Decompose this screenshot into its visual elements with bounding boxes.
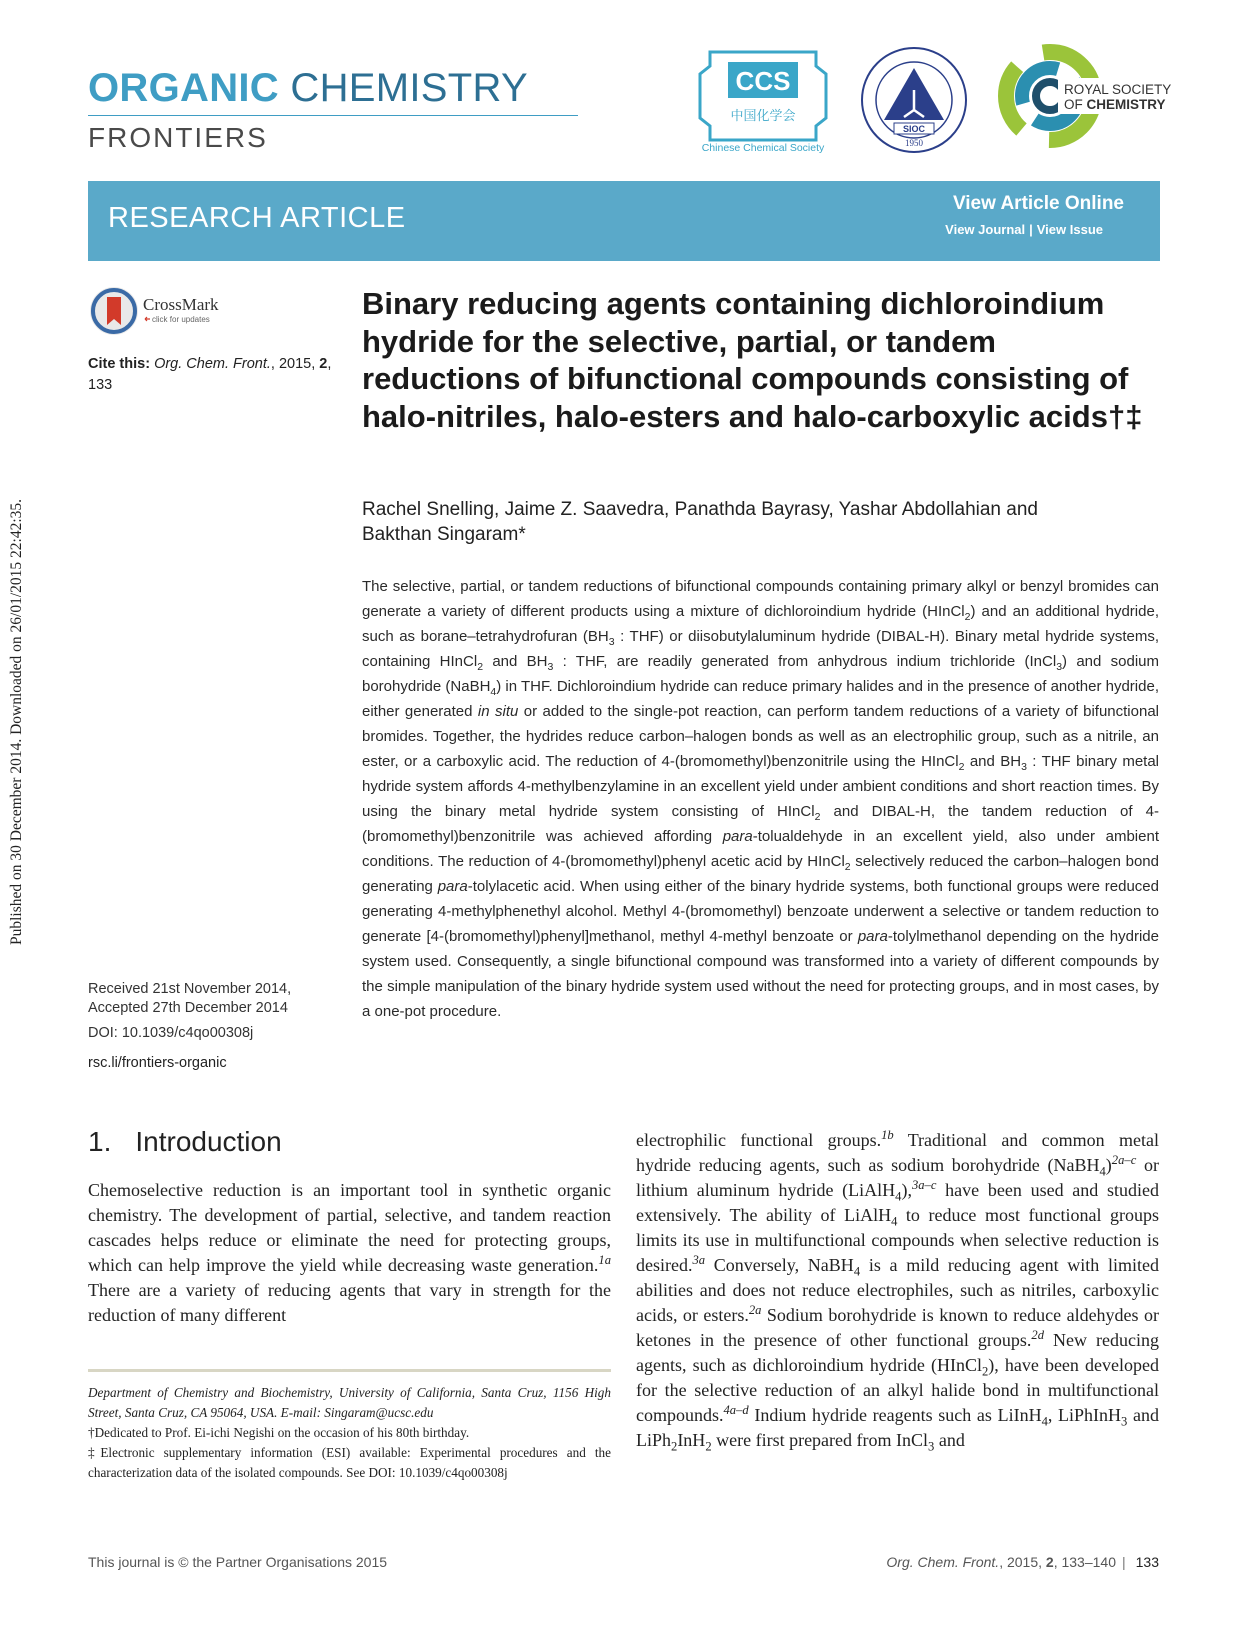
- footer-copyright: This journal is © the Partner Organisations 2015: [88, 1554, 388, 1570]
- sioc-logo[interactable]: [858, 44, 970, 156]
- ddagger-footnote: ‡Electronic supplementary information (ESI) available: Experimental procedures and the characterization data of the isolated compounds. See DOI: 10.1039/c4qo00308j: [88, 1445, 611, 1480]
- intro-paragraph-left: Chemoselective reduction is an important tool in synthetic organic chemistry. The development of partial, selective, and tandem reaction cascades helps reduce or eliminate the need for protecting groups, which can help improve the yield while decreasing waste generation.$^{1a}$ There are a variety of reducing agents that vary in strength for the reduction of many different: [88, 1180, 611, 1325]
- view-journal-link[interactable]: View Journal: [945, 222, 1026, 237]
- view-issue-link[interactable]: View Issue: [1036, 222, 1103, 237]
- ccs-logo[interactable]: [698, 44, 828, 154]
- rsc-of: OF: [1064, 97, 1083, 112]
- cite-sep: ,: [327, 356, 332, 372]
- svg-text:CCS: CCS: [735, 66, 791, 96]
- journal-title[interactable]: [88, 66, 528, 111]
- sioc-year: 1950: [905, 138, 923, 148]
- journal-title-bold: ORGANIC: [88, 66, 279, 110]
- journal-link[interactable]: rsc.li/frontiers-organic: [88, 1055, 227, 1071]
- cite-label: Cite this:: [88, 356, 151, 372]
- received-dates: [88, 980, 348, 1018]
- crossmark-badge[interactable]: [88, 285, 238, 341]
- abstract: The selective, partial, or tandem reductions of bifunctional compounds containing primary alkyl or benzyl bromides can generate a variety of different products using a mixture of dichloroindium hydride (HInCl$_2$) and an additional hydride, such as borane–tetrahydrofuran ($BH_3$ : THF) or diisobutylaluminum hydride (DIBAL-H). Binary metal hydride systems, containing HInCl$_2$ and $BH_3$ : THF, are readily generated from anhydrous indium trichloride (InCl$_3$) and sodium borohydride (NaBH$_4$) in THF. Dichloroindium hydride can reduce primary halides and in the presence of another hydride, either generated in situ or added to the single-pot reaction, can perform tandem reductions of a variety of bifunctional bromides. Together, the hydrides reduce carbon–halogen bonds as well as an electrophilic group, such as a nitrile, an ester, or a carboxylic acid. The reduction of 4-(bromomethyl)benzonitrile using the HInCl$_2$ and $BH_3$ : THF binary metal hydride system affords 4-methylbenzylamine in an excellent yield under ambient conditions and short reaction times. By using the binary metal hydride system consisting of HInCl$_2$ and DIBAL-H, the tandem reduction of 4-(bromomethyl)benzonitrile was achieved affording para-tolualdehyde in an excellent yield, also under ambient conditions. The reduction of 4-(bromomethyl)phenyl acetic acid by HInCl$_2$ selectively reduced the carbon–halogen bond generating para-tolylacetic acid. When using either of the binary hydride systems, both functional groups were reduced generating 4-methylphenethyl alcohol. Methyl 4-(bromomethyl) benzoate underwent a selective or tandem reduction to generate [4-(bromomethyl)phenyl]methanol, methyl 4-methyl benzoate or para-tolylmethanol depending on the hydride system used. Consequently, a single bifunctional compound was transformed into a variety of different compounds by the simple manipulation of the binary hydride system used without the need for protecting groups, and in most cases, by a one-pot procedure.: [362, 578, 1160, 1020]
- rsc-line1: ROYAL SOCIETY: [1064, 82, 1172, 97]
- article-banner: [88, 181, 1160, 261]
- author-list: [362, 497, 1162, 547]
- section-heading-introduction: [88, 1126, 282, 1158]
- view-article-online-link[interactable]: View Article Online: [952, 193, 1124, 214]
- footnote-divider: [88, 1369, 611, 1372]
- rsc-emblem-icon: [998, 44, 1172, 148]
- footer-year: , 2015,: [999, 1554, 1046, 1570]
- cite-year: , 2015,: [270, 356, 320, 372]
- publication-stamp: Published on 30 December 2014. Downloaded on 26/01/2015 22:42:35.: [8, 498, 25, 945]
- sioc-seal-icon: [858, 44, 970, 156]
- accepted-date: Accepted 27th December 2014: [88, 1000, 288, 1016]
- doi: DOI: 10.1039/c4qo00308j: [88, 1025, 254, 1041]
- footer-pages: , 133–140: [1053, 1554, 1116, 1570]
- ccs-emblem-icon: [698, 44, 828, 154]
- citation-ref[interactable]: 1a: [598, 1253, 611, 1267]
- cite-volume: 2: [319, 356, 328, 372]
- sioc-label: SIOC: [902, 124, 926, 134]
- authors-line-2: Bakthan Singaram*: [362, 524, 526, 545]
- page-number: 133: [1135, 1554, 1159, 1570]
- ccs-caption: Chinese Chemical Society: [701, 142, 825, 154]
- ccs-chinese-label: 中国化学会: [730, 109, 796, 124]
- footnotes: [88, 1383, 611, 1483]
- rsc-line2: CHEMISTRY: [1086, 97, 1166, 112]
- cite-journal: Org. Chem. Front.: [154, 356, 271, 372]
- citation: [88, 354, 348, 396]
- article-title: Binary reducing agents containing dichloroindium hydride for the selective, partial, or tandem reductions of bifunctional compounds consisting of halo-nitriles, halo-esters and halo-carboxylic acids†‡: [362, 286, 1143, 434]
- authors-line-1: Rachel Snelling, Jaime Z. Saavedra, Panathda Bayrasy, Yashar Abdollahian and: [362, 499, 1038, 520]
- journal-title-light: CHEMISTRY: [279, 66, 528, 110]
- affiliation: Department of Chemistry and Biochemistry, University of California, Santa Cruz, 1156 High Street, Santa Cruz, CA 95064, USA. E-mail: Singaram@ucsc.edu: [88, 1385, 611, 1420]
- svg-text:OF CHEMISTRY: [1064, 97, 1166, 112]
- dagger-footnote: †Dedicated to Prof. Ei-ichi Negishi on the occasion of his 80th birthday.: [88, 1425, 470, 1440]
- section-number: 1.: [88, 1126, 112, 1157]
- banner-links: View Journal | View Issue: [945, 222, 1103, 237]
- intro-paragraph-right: electrophilic functional groups.$^{1b}$ Traditional and common metal hydride reducing agents, such as sodium borohydride (NaBH$_4$)$^{2a-c}$ or lithium aluminum hydride (LiAlH$_4$),$^{3a-c}$ have been used and studied extensively. The ability of LiAlH$_4$ to reduce most functional groups limits its use in multifunctional compounds when selective reduction is desired.$^{3a}$ Conversely, NaBH$_4$ is a mild reducing agent with limited abilities and does not reduce electrophiles, such as nitriles, carboxylic acids, or esters.$^{2a}$ Sodium borohydride is known to reduce aldehydes or ketones in the presence of other functional groups.$^{2d}$ New reducing agents, such as dichloroindium hydride (HInCl$_2$), have been developed for the selective reduction of an alkyl halide bond in multifunctional compounds.$^{4a-d}$ Indium hydride reagents such as LiInH$_4$, LiPhInH$_3$ and LiPh$_2$InH$_2$ were first prepared from InCl$_3$ and: [636, 1128, 1160, 1454]
- cite-page: 133: [88, 377, 113, 393]
- rsc-logo[interactable]: [998, 44, 1172, 148]
- journal-title-rule: [88, 115, 578, 116]
- footer-journal: Org. Chem. Front.: [886, 1554, 1000, 1570]
- article-type: RESEARCH ARTICLE: [108, 202, 406, 234]
- section-title: Introduction: [135, 1126, 282, 1157]
- footer-volume: 2: [1045, 1554, 1054, 1570]
- journal-subtitle: FRONTIERS: [88, 122, 268, 153]
- crossmark-icon: [88, 285, 238, 341]
- crossmark-tagline: click for updates: [152, 315, 210, 324]
- crossmark-name: CrossMark: [143, 295, 219, 314]
- received-date: Received 21st November 2014,: [88, 981, 292, 997]
- footer-citation: Org. Chem. Front., 2015, 2, 133–140 | 133: [886, 1554, 1159, 1570]
